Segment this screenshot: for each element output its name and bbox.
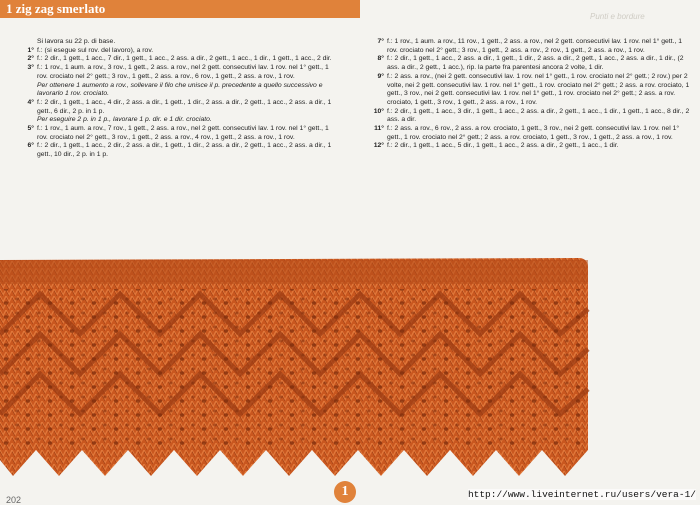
- row-text: f.: 1 rov., 1 aum. a rov., 7 rov., 1 gett., 2 ass. a rov., nel 2 gett. consecutivi lav. 1 rov. nel 1° gett., 1 rov. crociato nel 2° gett., 3 rov., 1 gett., 2 ass. a rov., 4 rov., 1 gett., 2 ass. a rov., 1 rov.: [37, 125, 329, 141]
- row-number: 9°: [377, 72, 384, 80]
- row-text: f.: 2 dir., 1 gett., 1 acc., 5 dir., 1 gett., 1 acc., 2 ass. a dir., 2 gett., 1 acc., 1 dir.: [387, 142, 619, 150]
- row-number: 8°: [377, 55, 384, 63]
- instruction-row: [16, 55, 336, 64]
- instruction-row: [16, 47, 336, 56]
- instruction-row: [366, 55, 692, 72]
- row-number: 1°: [27, 46, 34, 54]
- row-number: [16, 116, 37, 125]
- row-text: f.: 2 dir., 1 gett., 1 acc., 7 dir., 1 gett., 1 acc., 2 ass. a dir., 2 gett., 1 acc., 1 dir., 1 gett., 1 acc., 2 dir.: [37, 55, 332, 63]
- row-number: 2°: [27, 55, 34, 63]
- row-text: Per ottenere 1 aumento a rov., sollevare il filo che unisce il p. precedente a quello successivo e lavorarlo 1 rov. crociato.: [37, 81, 323, 98]
- instruction-row: [16, 99, 336, 116]
- row-text: f.: 2 ass. a rov., 6 rov., 2 ass. a rov. crociato, 1 gett., 3 rov., nei 2 gett. consecutivi lav. 1 rov. nel 1° gett., 1 rov. crociato nel 2° gett.; 2 ass. a rov. crociato, 1 gett., 3 rov., 1 gett., 2 ass. a rov., 1 rov.: [387, 125, 680, 141]
- instruction-row: [366, 125, 692, 142]
- row-text: Per eseguire 2 p. in 1 p., lavorare 1 p. dir. e 1 dir. crociato.: [37, 116, 212, 124]
- instructions-right: [366, 38, 692, 151]
- row-text: f.: 2 dir., 1 gett., 1 acc., 3 dir., 1 gett., 1 acc., 2 ass. a dir., 2 gett., 1 acc., 1 dir., 1 gett., 1 acc., 8 dir., 2 ass. a dir.: [387, 107, 690, 124]
- instruction-row: [16, 82, 336, 99]
- running-header: Punti e bordure: [590, 12, 645, 21]
- row-text: f.: 2 dir., 1 gett., 1 acc., 2 dir., 2 ass. a dir., 1 gett., 1 dir., 2 ass. a dir., 2 gett., 1 acc., 2 ass. a dir., 1 gett., 10 dir., 2 p. in 1 p.: [37, 142, 332, 159]
- row-number: 5°: [27, 125, 34, 133]
- title-bar: [0, 0, 360, 18]
- instruction-row: [366, 108, 692, 125]
- row-number: 3°: [27, 64, 34, 72]
- row-number: 6°: [27, 142, 34, 150]
- row-number: 10°: [373, 107, 384, 115]
- row-text: f.: (si esegue sul rov. del lavoro), a rov.: [37, 46, 154, 54]
- page-marker-circle: 1: [334, 481, 356, 503]
- row-text: f.: 1 rov., 1 aum. a rov., 11 rov., 1 gett., 2 ass. a rov., nel 2 gett. consecutivi lav. 1 rov. nel 1° gett., 1 rov. crociato nel 2° gett.; 3 rov., 1 gett., 2 ass. a rov., 2 rov., 1 gett., 2 ass. a rov., 1 rov.: [387, 38, 682, 54]
- watermark-url: http://www.liveinternet.ru/users/vera-1/: [467, 489, 696, 500]
- instruction-row: [366, 38, 692, 55]
- row-number: [16, 82, 37, 99]
- row-text: f.: 2 dir., 1 gett., 1 acc., 4 dir., 2 ass. a dir., 1 gett., 1 dir., 2 ass. a dir., 2 gett., 1 acc., 2 ass. a dir., 1 gett., 6 dir., 2 p. in 1 p.: [37, 98, 332, 115]
- row-number: 4°: [27, 98, 34, 106]
- instruction-row: [366, 73, 692, 108]
- row-number: 11°: [374, 125, 384, 133]
- intro-line: [16, 38, 336, 47]
- page-number: 202: [6, 495, 22, 505]
- row-number: 7°: [377, 38, 384, 45]
- row-text: f.: 2 ass. a rov., (nei 2 gett. consecutivi lav. 1 rov. nel 1° gett., 1 rov. crociato nel 2° gett.; 2 rov.) per 2 volte, nei 2 gett. consecutivi lav. 1 rov. nel 1° gett., 1 rov. crociato nel 2° gett.; 2 ass. a rov. crociato, 1 gett., 3 rov., nei 2 gett. consecutivi lav. 1 rov. nel 1° gett., 1 rov. crociato nel 2° gett.; 2 ass. a rov. crociato, 1 gett., 3 rov., 1 gett., 2 ass. a rov., 1 rov.: [387, 72, 690, 106]
- instruction-row: [16, 125, 336, 142]
- intro-text: Si lavora su 22 p. di base.: [37, 38, 116, 45]
- instruction-row: [16, 116, 336, 125]
- row-text: f.: 1 rov., 1 aum. a rov., 3 rov., 1 gett., 2 ass. a rov., nel 2 gett. consecutivi lav. 1 rov. nel 1° gett., 1 rov. crociato nel 2° gett.; 3 rov., 1 gett., 2 ass. a rov., 6 rov., 1 gett., 2 ass. a rov., 1 rov.: [37, 64, 329, 80]
- row-number: 12°: [373, 142, 384, 150]
- instruction-row: [366, 142, 692, 151]
- page-title: 1 zig zag smerlato: [6, 1, 106, 16]
- row-text: f.: 2 dir., 1 gett., 1 acc., 2 ass. a dir., 1 gett., 1 dir., 2 ass. a dir., 2 gett., 1 acc., 2 ass. a dir., 1 dir., (2 ass. a dir., 2 gett., 1 acc.), rip. la parte fra parentesi ancora 2 volte, 1 dir.: [387, 55, 684, 72]
- instruction-row: [16, 64, 336, 81]
- instructions-left: [16, 38, 336, 160]
- knitted-border-photo: [0, 254, 590, 476]
- instruction-row: [16, 142, 336, 159]
